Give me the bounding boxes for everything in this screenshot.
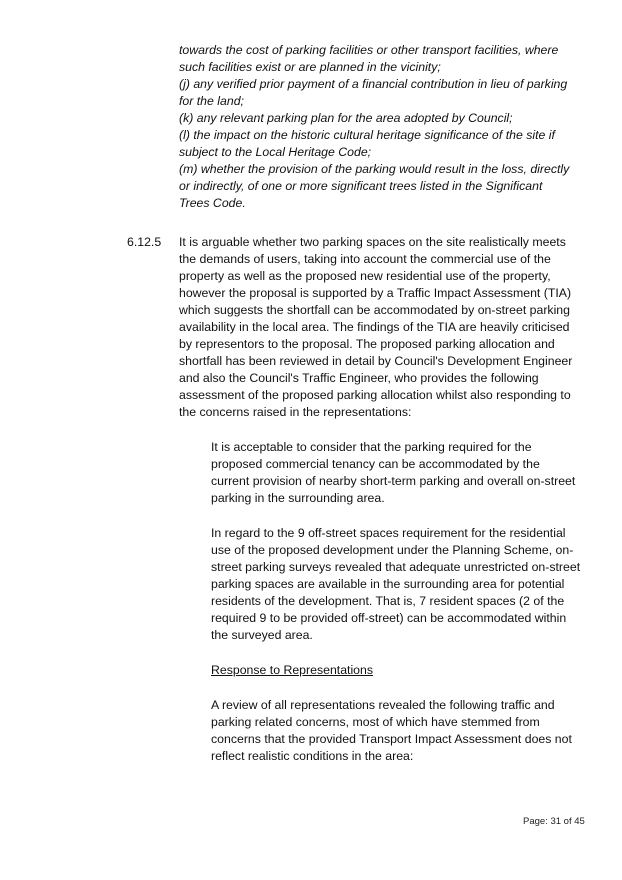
criteria-line: subject to the Local Heritage Code;	[179, 145, 372, 159]
criteria-line: (k) any relevant parking plan for the area adopted by Council;	[179, 111, 513, 125]
section-line: It is arguable whether two parking spaces on the site realistically meets	[179, 235, 566, 249]
section-line: and also the Council's Traffic Engineer, who provides the following	[179, 371, 539, 385]
section-number: 6.12.5	[127, 235, 162, 249]
quote-line: reflect realistic conditions in the area:	[211, 749, 414, 763]
criteria-line: (j) any verified prior payment of a financial contribution in lieu of parking	[179, 77, 568, 91]
criteria-line: or indirectly, of one or more significant trees listed in the Significant	[179, 179, 543, 193]
quote-line: required 9 to be provided off-street) can be accommodated within	[211, 611, 567, 625]
section-line: assessment of the proposed parking allocation whilst also responding to	[179, 388, 571, 402]
quote-line: residents of the development. That is, 7 resident spaces (2 of the	[211, 594, 565, 608]
section-line: the concerns raised in the representations:	[179, 405, 412, 419]
criteria-line: (m) whether the provision of the parking would result in the loss, directly	[179, 162, 570, 176]
quote-line: parking in the surrounding area.	[211, 491, 385, 505]
page-number: Page: 31 of 45	[523, 816, 585, 827]
quote-line: In regard to the 9 off-street spaces requirement for the residential	[211, 526, 566, 540]
section-line: which suggests the shortfall can be accommodated by on-street parking	[179, 303, 570, 317]
quote-line: It is acceptable to consider that the parking required for the	[211, 440, 532, 454]
quote-line: parking related concerns, most of which have stemmed from	[211, 715, 540, 729]
section-line: property as well as the proposed new residential use of the property,	[179, 269, 551, 283]
subheading-response-to-representations: Response to Representations	[211, 663, 374, 677]
quote-line: parking spaces are available in the surrounding area for potential	[211, 577, 565, 591]
section-line: by representors to the proposal. The proposed parking allocation and	[179, 337, 555, 351]
section-line: availability in the local area. The findings of the TIA are heavily criticised	[179, 320, 570, 334]
criteria-line: Trees Code.	[179, 196, 246, 210]
section-line: however the proposal is supported by a Traffic Impact Assessment (TIA)	[179, 286, 572, 300]
criteria-line: towards the cost of parking facilities or other transport facilities, where	[179, 43, 559, 57]
quote-line: concerns that the provided Transport Impact Assessment does not	[211, 732, 572, 746]
criteria-line: such facilities exist or are planned in the vicinity;	[179, 60, 441, 74]
quote-line: the surveyed area.	[211, 628, 313, 642]
quote-line: use of the proposed development under the Planning Scheme, on-	[211, 543, 574, 557]
quote-line: proposed commercial tenancy can be accommodated by the	[211, 457, 540, 471]
criteria-line: for the land;	[179, 94, 244, 108]
criteria-line: (l) the impact on the historic cultural heritage significance of the site if	[179, 128, 555, 142]
quote-line: street parking surveys revealed that adequate unrestricted on-street	[211, 560, 581, 574]
quote-line: A review of all representations revealed the following traffic and	[211, 698, 555, 712]
section-line: shortfall has been reviewed in detail by Council's Development Engineer	[179, 354, 573, 368]
quote-line: current provision of nearby short-term parking and overall on-street	[211, 474, 576, 488]
section-line: the demands of users, taking into account the commercial use of the	[179, 252, 551, 266]
